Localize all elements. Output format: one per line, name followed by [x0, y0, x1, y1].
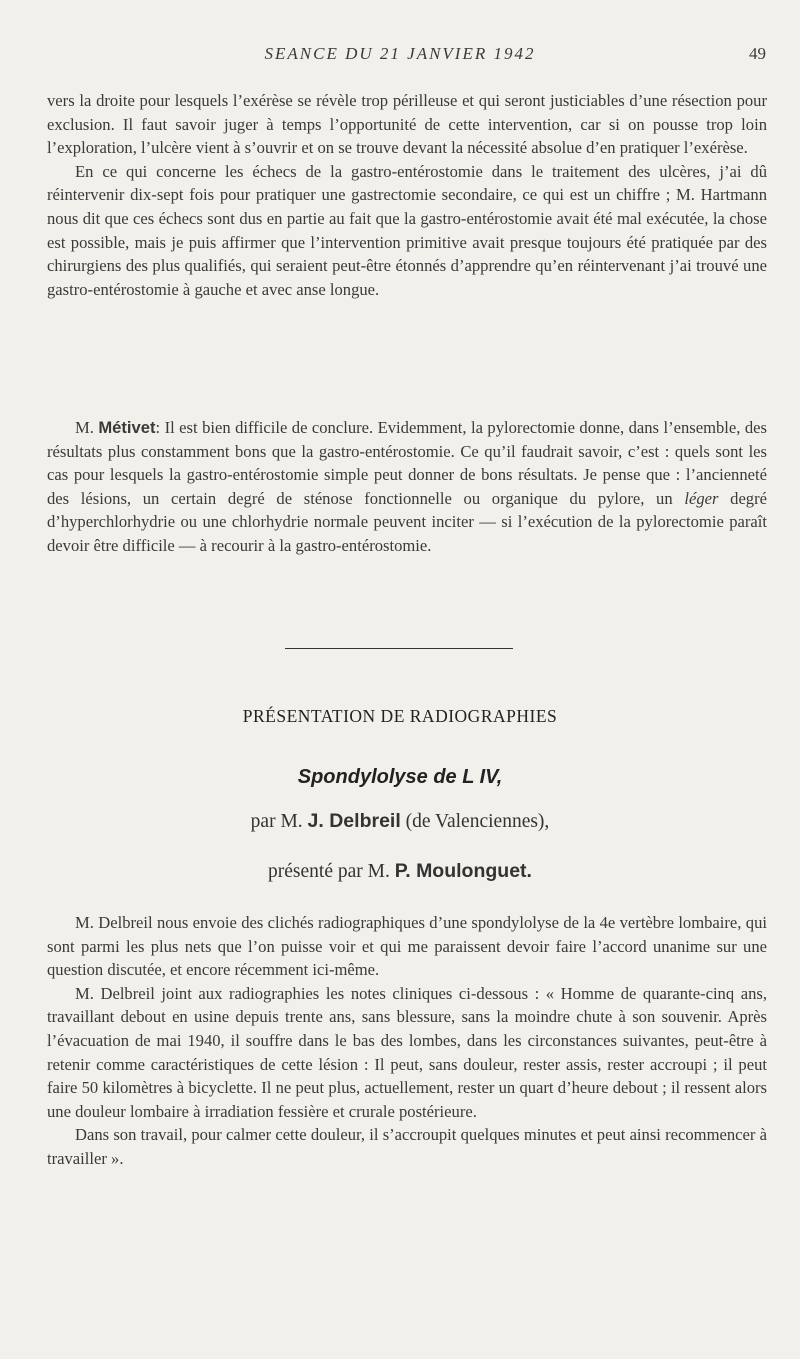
paragraph-gastro-enterostomy: En ce qui concerne les échecs de la gastro-entérostomie dans le traitement des ulcères, j’ai dû réintervenir dix-sept fois pour pratiquer une gastrectomie secondaire, ce qui est un chiffre ; M. Hartmann nous dit que ces échecs sont dus en partie au fait que la gastro-entérostomie avait été mal exécutée, la chose est possible, mais je puis affirmer que l’intervention primitive avait presque toujours été pratiquée par des chirurgiens des plus qualifiés, qui seraient peut-être étonnés d’apprendre qu’en réintervenant j’ai trouvé une gastro-entérostomie à gauche et avec anse longue.: [47, 161, 767, 299]
presenter-byline: [0, 860, 800, 883]
metivet-text-1: : Il est bien difficile de conclure. Evidemment, la pylorectomie donne, dans l’ensemble, des résultats plus constamment bons que la gastro-entérostomie. Ce qu’il faudrait savoir, c’est : quels sont les cas pour lesquels la gastro-entérostomie simple peut donner de bons résultats. Je pense que : l’ancienneté des lésions, un certain degré de sténose fonctionnelle ou organique du pylore, un: [47, 418, 767, 508]
header-title: SEANCE DU 21 JANVIER 1942: [264, 44, 536, 63]
paragraph-work: Dans son travail, pour calmer cette douleur, il s’accroupit quelques minutes et peut ainsi recommencer à travailler ».: [47, 1125, 767, 1168]
section-title: PRÉSENTATION DE RADIOGRAPHIES: [242, 706, 558, 726]
byline-prefix: par M.: [250, 811, 308, 832]
paragraph-clinical-notes: M. Delbreil joint aux radiographies les notes cliniques ci-dessous : « Homme de quarante-cinq ans, travaillant debout en usine depuis trente ans, sans blessure, sans la moindre chute à son souvenir. Après l’évacuation de mai 1940, il souffre dans le bas des lombes, dans les circonstances suivantes, peut-être à retenir comme caractéristiques de cette lésion : Il peut, sans douleur, rester assis, rester accroupi ; il peut faire 50 kilomètres à bicyclette. Il ne peut plus, actuellement, rester un quart d’heure debout ; il ressent alors une douleur lombaire à irradiation fessière et crurale postérieure.: [47, 983, 767, 1121]
italic-word: léger: [684, 488, 719, 508]
page-number: 49: [749, 44, 766, 63]
article-title: Spondylolyse de L IV,: [297, 766, 503, 788]
metivet-remarks: [47, 416, 767, 558]
presenter-name: P. Moulonguet.: [394, 860, 532, 882]
presented-prefix: présenté par M.: [268, 861, 395, 882]
author-affiliation: (de Valenciennes),: [400, 811, 550, 832]
speaker-name: Métivet: [98, 418, 156, 437]
running-header: [0, 44, 800, 68]
top-text: [47, 89, 767, 301]
section-divider: [285, 648, 513, 649]
metivet-text-2: degré d’hyperchlorhydrie ou une chlorhydrie normale peuvent inciter — si l’exécution de la pylorectomie paraît devoir être difficile — à recourir à la gastro-entérostomie.: [47, 488, 767, 555]
paragraph-continuation: vers la droite pour lesquels l’exérèse se révèle trop périlleuse et qui seront justiciables d’une résection pour exclusion. Il faut savoir juger à temps l’opportunité de cette intervention, car si on pousse trop loin l’exploration, l’ulcère vient à s’ouvrir et on se trouve devant la nécessité absolue d’en pratiquer l’exérèse.: [47, 91, 767, 158]
author-name: J. Delbreil: [307, 810, 401, 832]
author-byline: [0, 810, 800, 833]
metivet-paragraph: [47, 416, 767, 558]
paragraph-radiographs: M. Delbreil nous envoie des clichés radiographiques d’une spondylolyse de la 4e vertèbre lombaire, qui sont parmi les plus nets que l’on puisse voir et qui me paraissent devoir faire l’accord unanime sur une question discutée, et encore récemment ici-même.: [47, 913, 767, 980]
article-body: [47, 911, 767, 1171]
metivet-prefix: M.: [75, 418, 99, 437]
